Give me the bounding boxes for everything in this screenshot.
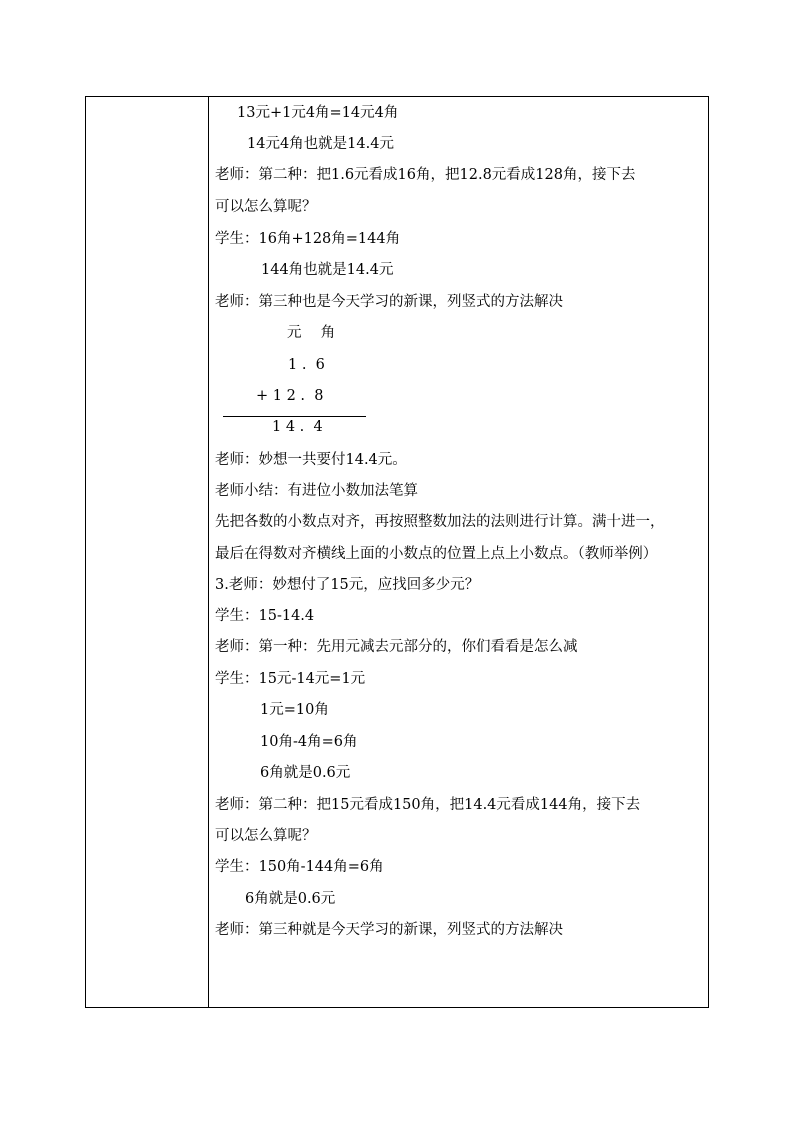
text-line: 学生：15元-14元=1元 bbox=[215, 671, 366, 687]
text-line: 老师：第三种也是今天学习的新课，列竖式的方法解决 bbox=[215, 294, 563, 310]
text-line: 老师：第一种：先用元减去元部分的，你们看看是怎么减 bbox=[215, 639, 578, 655]
text-line: 6角就是0.6元 bbox=[260, 765, 351, 781]
text-line: 14元4角也就是14.4元 bbox=[247, 136, 394, 152]
vertical-calc-row: 1 . 6 bbox=[288, 357, 325, 373]
text-line: 先把各数的小数点对齐，再按照整数加法的法则进行计算。满十进一， bbox=[215, 514, 665, 530]
text-line: 老师：妙想一共要付14.4元。 bbox=[215, 452, 407, 468]
text-line: 144角也就是14.4元 bbox=[261, 262, 394, 278]
text-line: 10角-4角=6角 bbox=[260, 734, 358, 750]
text-line: 学生：150角-144角=6角 bbox=[215, 859, 384, 875]
text-line: 13元+1元4角=14元4角 bbox=[237, 105, 399, 121]
text-line: 老师小结：有进位小数加法笔算 bbox=[215, 483, 418, 499]
vertical-calc-line bbox=[223, 416, 366, 417]
text-line: 可以怎么算呢？ bbox=[215, 828, 317, 844]
text-line: 1元=10角 bbox=[260, 702, 329, 718]
vertical-calc-row: + 1 2 . 8 bbox=[256, 388, 324, 404]
text-line: 老师：第二种：把15元看成150角，把14.4元看成144角，接下去 bbox=[215, 797, 641, 813]
text-line: 3.老师：妙想付了15元，应找回多少元？ bbox=[215, 577, 480, 593]
column-divider bbox=[208, 97, 209, 1007]
text-line: 6角就是0.6元 bbox=[245, 891, 336, 907]
vertical-calc-header: 元 角 bbox=[287, 325, 336, 341]
vertical-calc-result: 1 4 . 4 bbox=[272, 419, 323, 435]
text-line: 最后在得数对齐横线上面的小数点的位置上点上小数点。（教师举例） bbox=[215, 546, 658, 562]
text-line: 学生：16角+128角=144角 bbox=[215, 231, 401, 247]
text-line: 老师：第三种就是今天学习的新课，列竖式的方法解决 bbox=[215, 922, 563, 938]
text-line: 学生：15-14.4 bbox=[215, 608, 315, 624]
text-line: 可以怎么算呢？ bbox=[215, 199, 317, 215]
text-line: 老师：第二种：把1.6元看成16角，把12.8元看成128角，接下去 bbox=[215, 167, 636, 183]
